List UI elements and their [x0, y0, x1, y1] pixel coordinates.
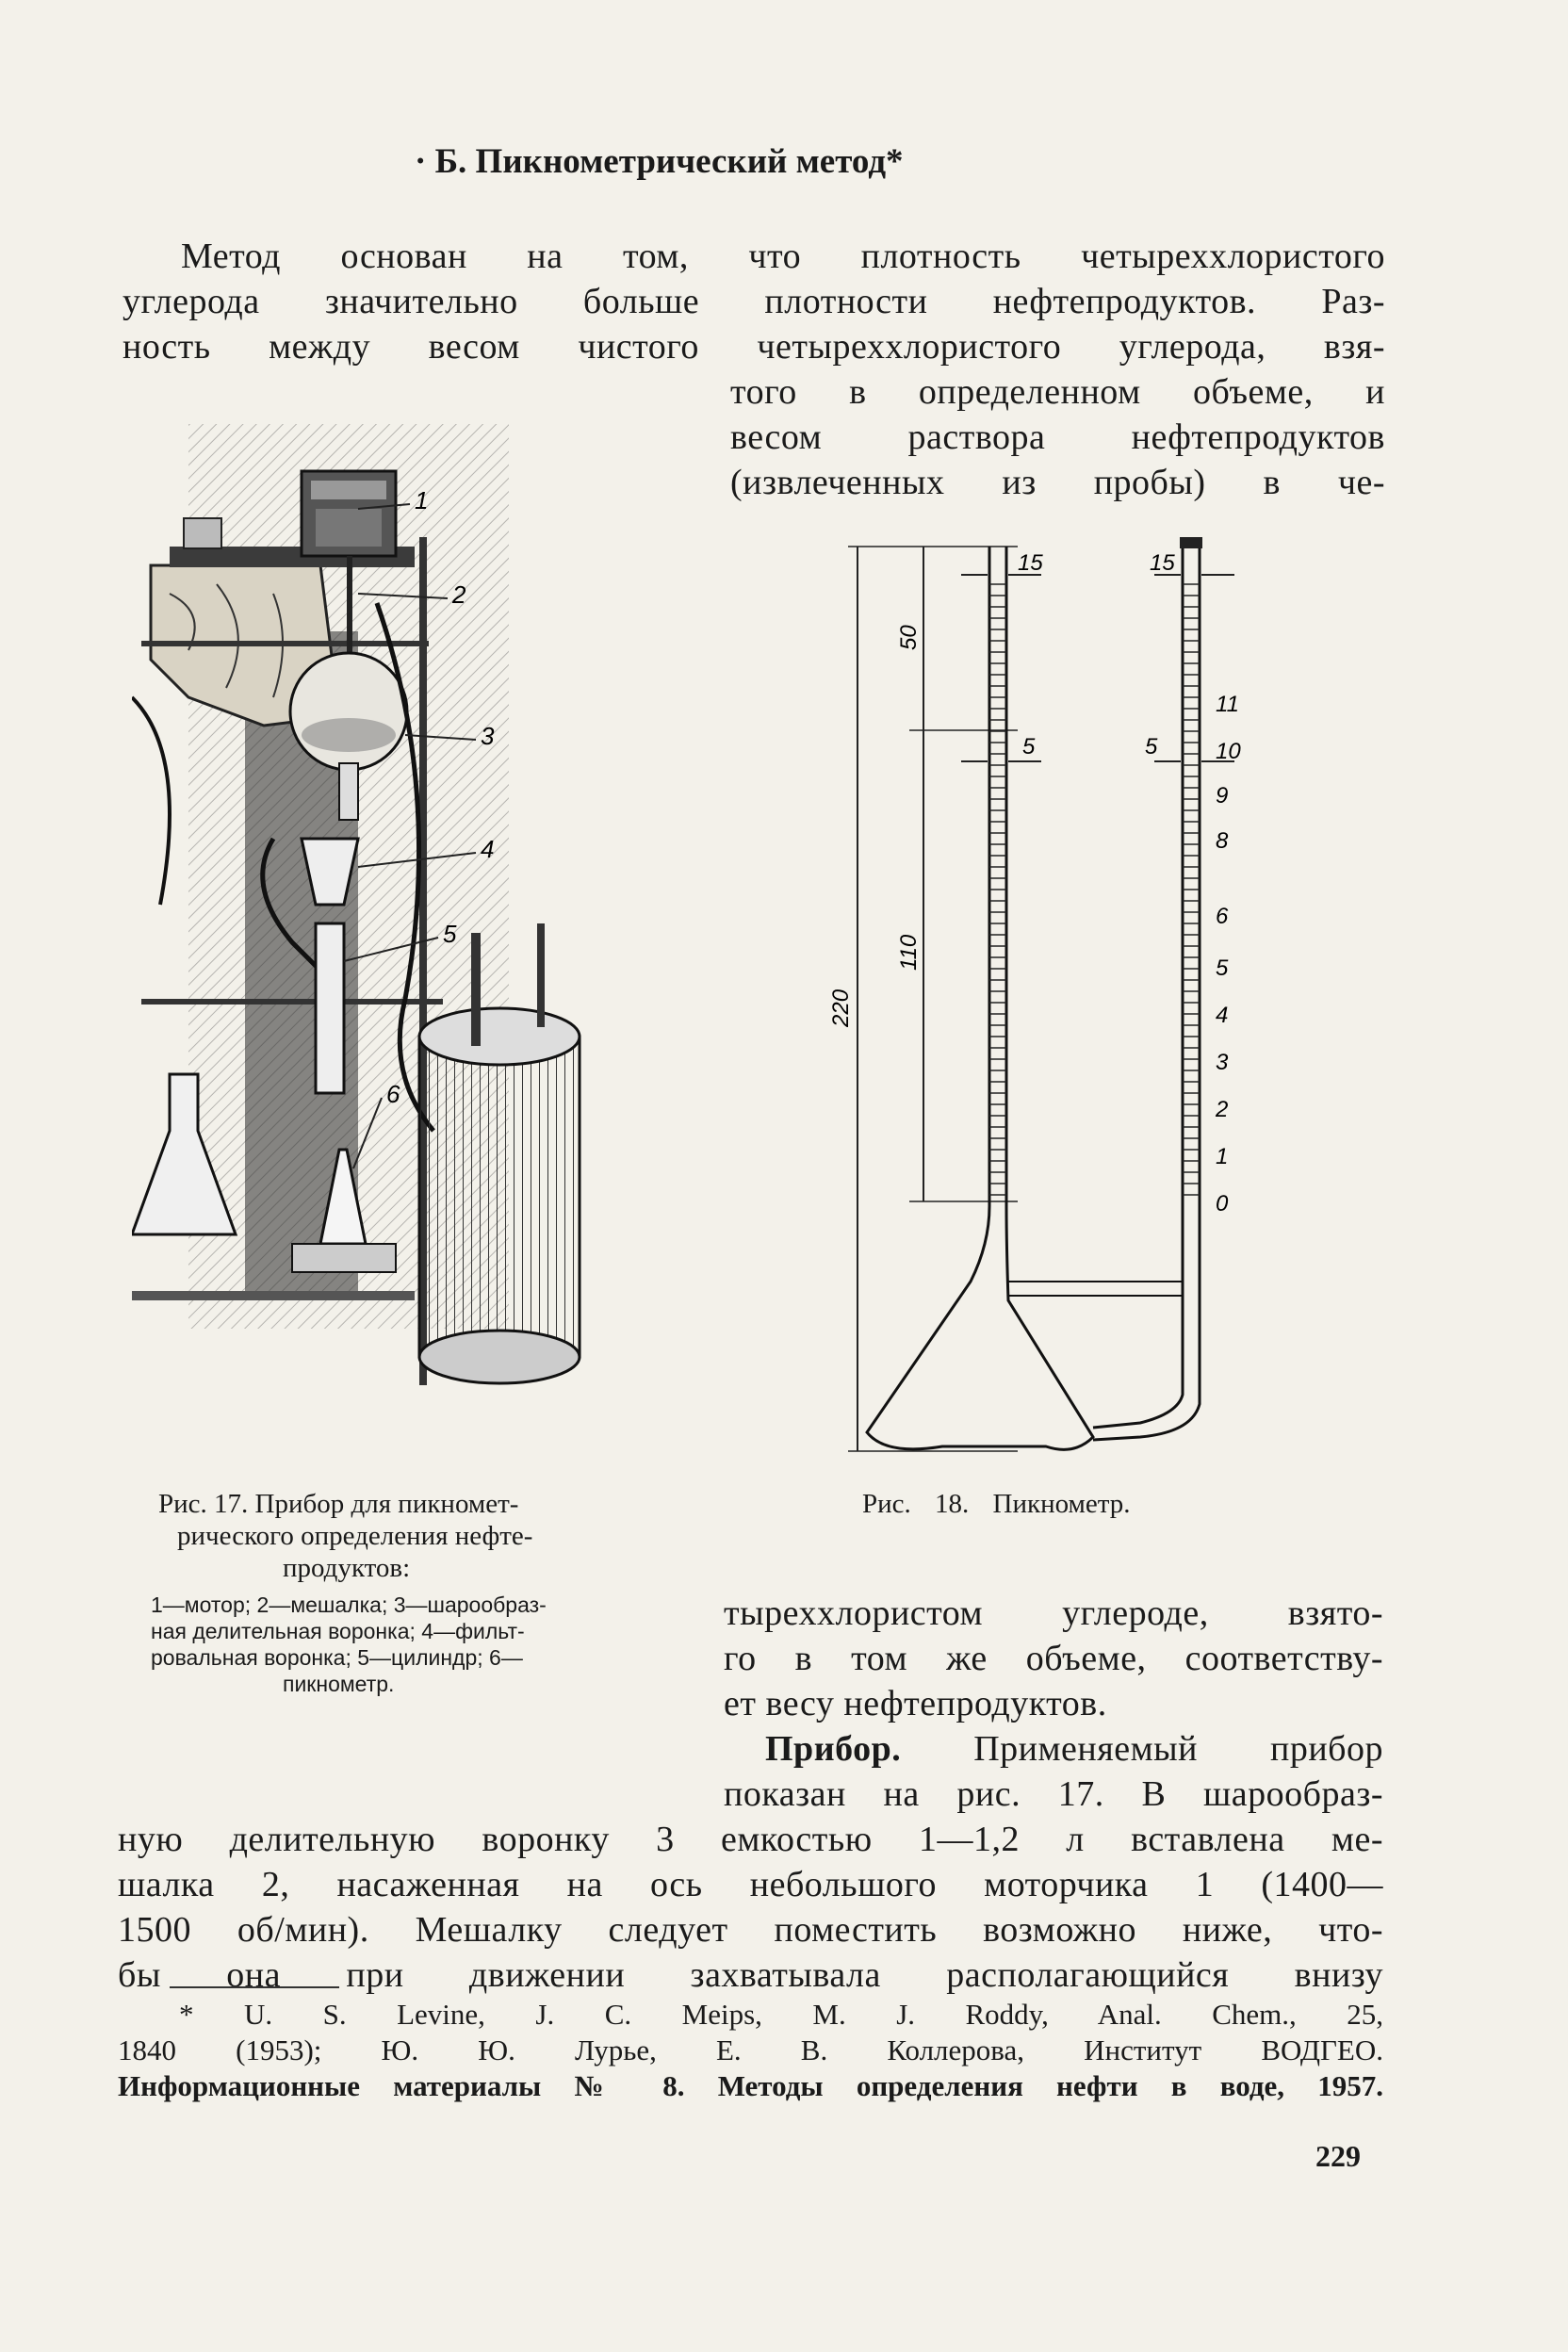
page-number: 229 — [1315, 2139, 1361, 2173]
pribor-line-6: бы она при движении захватывала располагающийся внизу — [118, 1955, 1383, 1995]
section-heading: · Б. Пикнометрический метод* — [415, 142, 904, 181]
scale-label-10: 10 — [1216, 739, 1241, 764]
intro-line-2: углерода значительно больше плотности нефтепродуктов. Раз- — [122, 282, 1385, 321]
footnote-line-2: 1840 (1953); Ю. Ю. Лурье, Е. В. Коллерова, Институт ВОДГЕО. — [118, 2034, 1383, 2066]
figure-17-legend-line-3: ровальная воронка; 5—цилиндр; 6— — [151, 1645, 523, 1670]
part-label-4: 4 — [481, 835, 495, 863]
dim-220-label: 220 — [829, 988, 854, 1027]
pribor-line-3: ную делительную воронку 3 емкостью 1—1,2 л вставлена ме- — [118, 1820, 1383, 1859]
intro-line-5: весом раствора нефтепродуктов — [730, 417, 1385, 457]
pribor-line-1 — [765, 1728, 1383, 1770]
part-label-2: 2 — [452, 580, 466, 609]
scale-label-5: 5 — [1216, 956, 1229, 981]
intro-line-1: Метод основан на том, что плотность четыреххлористого — [181, 237, 1385, 276]
intro-line-4: того в определенном объеме, и — [730, 372, 1385, 412]
separatory-funnel-drawing — [290, 653, 407, 770]
pycnometer-right-drawing — [1008, 537, 1202, 1440]
figure-17-apparatus — [132, 415, 678, 1479]
figure-17-caption-line-3: продуктов: — [283, 1553, 411, 1583]
figure-17-legend-line-2: ная делительная воронка; 4—фильт- — [151, 1619, 525, 1643]
continuation-line-1: тыреххлористом углероде, взято- — [724, 1593, 1383, 1633]
motor-drawing — [302, 471, 396, 556]
pribor-line-4: шалка 2, насаженная на ось небольшого моторчика 1 (1400— — [118, 1865, 1383, 1904]
continuation-line-3: ет весу нефтепродуктов. — [724, 1684, 1107, 1723]
dim-50-label: 50 — [896, 625, 922, 650]
intro-line-6: (извлеченных из пробы) в че- — [730, 463, 1385, 502]
part-label-1: 1 — [415, 486, 429, 514]
pribor-line-2: показан на рис. 17. В шарообраз- — [724, 1774, 1383, 1814]
continuation-line-2: го в том же объеме, соответству- — [724, 1639, 1383, 1678]
figure-18-caption: Рис. 18. Пикнометр. — [862, 1489, 1131, 1519]
figure-17-legend-line-1: 1—мотор; 2—мешалка; 3—шарообраз- — [151, 1592, 547, 1617]
scale-label-2: 2 — [1216, 1097, 1229, 1122]
footnote-rule — [170, 1986, 339, 1988]
pycnometer-left-drawing — [867, 547, 1093, 1449]
dim-5-left: 5 — [1022, 734, 1036, 760]
figure-17-caption-line-1: Рис. 17. Прибор для пикномет- — [158, 1489, 519, 1519]
footnote-line-3: Информационные материалы № 8. Методы определения нефти в воде, 1957. — [118, 2069, 1383, 2102]
scale-label-6: 6 — [1216, 904, 1229, 929]
scale-label-11: 11 — [1216, 692, 1239, 717]
part-label-6: 6 — [386, 1080, 400, 1108]
figure-17-legend-line-4: пикнометр. — [283, 1672, 395, 1696]
intro-line-3: ность между весом чистого четыреххлористого углерода, взя- — [122, 327, 1385, 367]
figure-18-pycnometer — [829, 528, 1357, 1479]
scale-label-9: 9 — [1216, 783, 1229, 808]
part-label-3: 3 — [481, 722, 495, 750]
scale-label-3: 3 — [1216, 1050, 1229, 1075]
pribor-line-1-text: Применяемый прибор — [973, 1729, 1384, 1769]
pribor-label: Прибор. — [765, 1729, 902, 1769]
scale-label-8: 8 — [1216, 828, 1229, 854]
figure-17-caption-line-2: рического определения нефте- — [177, 1521, 533, 1551]
part-label-5: 5 — [443, 920, 457, 948]
dim-5-right: 5 — [1145, 734, 1158, 760]
pribor-line-5: 1500 об/мин). Мешалку следует поместить возможно ниже, что- — [118, 1910, 1383, 1950]
dim-15-right: 15 — [1150, 550, 1175, 576]
cylinder-drawing — [316, 923, 344, 1093]
dim-110-label: 110 — [896, 934, 922, 971]
scale-label-4: 4 — [1216, 1003, 1229, 1028]
footnote-line-1: * U. S. Levine, J. C. Meips, M. J. Roddy, Anal. Chem., 25, — [179, 1998, 1383, 2031]
dim-15-left: 15 — [1018, 550, 1043, 576]
scale-label-0: 0 — [1216, 1191, 1229, 1217]
scale-label-1: 1 — [1216, 1144, 1229, 1169]
